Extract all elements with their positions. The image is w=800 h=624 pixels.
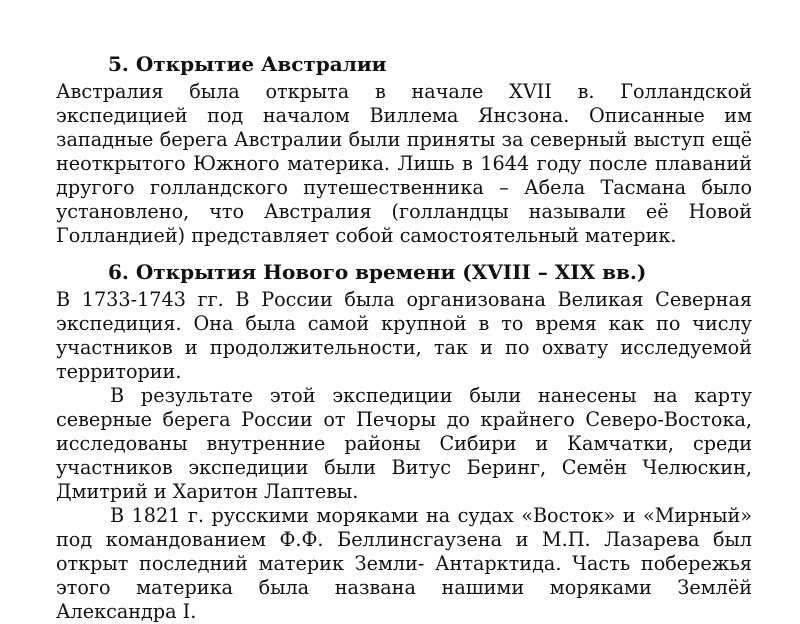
section-modern-discoveries [56,260,752,624]
section-spacer [56,248,752,260]
paragraph: В результате этой экспедиции были нанесены на карту северные берега России от Печоры до крайнего Северо-Востока, исследованы внутренние районы Сибири и Камчатки, среди участников экспедиции были Витус Беринг, Семён Челюскин, Дмитрий и Харитон Лаптевы. [56,384,752,503]
paragraph: В 1733-1743 гг. В России была организована Великая Северная экспедиция. Она была самой крупной в то время как по числу участников и продолжительности, так и по охвату исследуемой территории. [56,288,752,383]
paragraph: В 1821 г. русскими моряками на судах «Восток» и «Мирный» под командованием Ф.Ф. Беллинсгаузена и М.П. Лазарева был открыт последний материк Земли- Антарктида. Часть побережья этого материка была названа нашими моряками Землёй Александра I. [56,504,752,623]
section-australia [56,52,752,248]
section-heading: 6. Открытия Нового времени (XVIII – XIX вв.) [108,260,647,284]
paragraph: Австралия была открыта в начале XVII в. Голландской экспедицией под началом Виллема Янсзона. Описанные им западные берега Австралии были приняты за северный выступ ещё неоткрытого Южного материка. Лишь в 1644 году после плаваний другого голландского путешественника – Абела Тасмана было установлено, что Австралия (голландцы называли её Новой Голландией) представляет собой самостоятельный материк. [56,80,752,247]
section-heading: 5. Открытие Австралии [108,52,387,76]
